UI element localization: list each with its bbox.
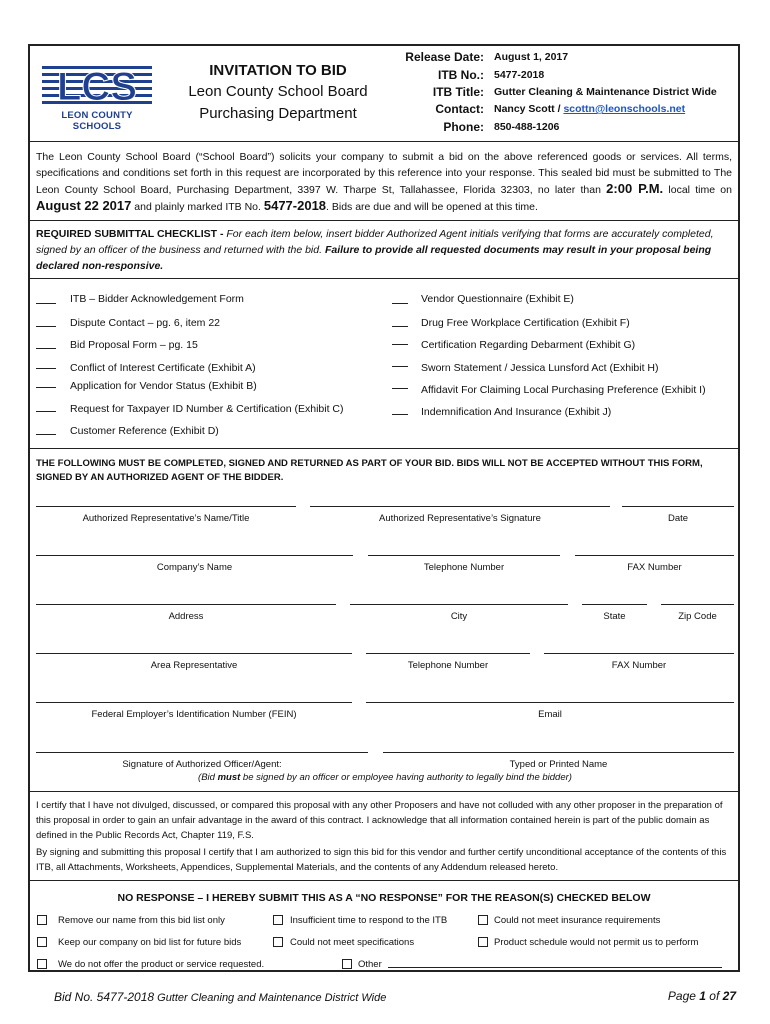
release-date-label: Release Date: [405,50,484,64]
signature-bottom-divider [30,791,738,792]
checklist-item: Certification Regarding Debarment (Exhibit G) [421,339,636,351]
intro-local-time: local time on [663,184,732,196]
phone-label: Phone: [443,120,484,134]
address-line[interactable] [36,604,336,605]
footer-page-number [668,989,736,1003]
page-total: 27 [722,989,736,1003]
date-line[interactable] [622,506,734,507]
intro-divider [30,220,738,221]
area-rep-label: Area Representative [150,660,238,671]
initials-line[interactable] [36,411,56,412]
footer-bid-info [54,990,386,1004]
email-line[interactable] [366,702,734,703]
page-of: of [705,989,723,1003]
completion-notice: THE FOLLOWING MUST BE COMPLETED, SIGNED AND RETURNED AS PART OF YOUR BID. BIDS WILL NOT BE ACCEPTED WITHOUT THIS FORM, SIGNED BY AN AUTHORIZED AGENT OF THE BIDDER. [36,458,703,483]
area-rep-line[interactable] [36,653,352,654]
fax2-line[interactable] [544,653,734,654]
intro-date: August 22 2017 [36,198,132,213]
footer-bid-title: Gutter Cleaning and Maintenance District Wide [154,992,387,1004]
address-label: Address [168,611,204,622]
certification-divider [30,880,738,881]
checklist-item: Customer Reference (Exhibit D) [70,425,219,437]
typed-name-line[interactable] [383,752,734,753]
auth-rep-signature-line[interactable] [310,506,610,507]
page-title: INVITATION TO BID [209,62,347,79]
intro-marked: and plainly marked ITB No. [131,201,264,213]
initials-line[interactable] [392,414,408,415]
intro-text: The Leon County School Board (“School Board”) solicits your company to submit a bid on the above referenced goods or services. All terms, specifications and conditions set forth in this request are incorporated by this reference into your response. This sealed bid must be submitted to The Leon County School Board, Purchasing Department, 3397 W. Tharpe St, Tallahassee, Florida 32303, no later than [36,151,732,196]
intro-time: 2:00 P.M. [606,181,664,196]
email-label: Email [538,709,562,720]
zip-label: Zip Code [678,611,717,622]
fax-label: FAX Number [627,562,682,573]
checklist-divider [30,278,738,279]
option-keep-company: Keep our company on bid list for future bids [58,937,242,948]
itb-no-label: ITB No.: [438,68,484,82]
initials-line[interactable] [36,387,56,388]
company-name-line[interactable] [36,555,353,556]
state-label: State [603,611,626,622]
intro-itb: 5477-2018 [263,198,327,213]
officer-signature-line[interactable] [36,752,368,753]
contact-name: Nancy Scott / [494,103,564,115]
contact-label: Contact: [435,102,484,116]
fein-label: Federal Employer’s Identification Number (FEIN) [91,709,297,720]
initials-line[interactable] [392,388,408,389]
initials-line[interactable] [392,344,408,345]
no-response-heading: NO RESPONSE – I HEREBY SUBMIT THIS AS A “NO RESPONSE” FOR THE REASON(S) CHECKED BELOW [117,892,651,904]
checklist-item: Affidavit For Claiming Local Purchasing Preference (Exhibit I) [421,384,706,396]
option-insufficient-time: Insufficient time to respond to the ITB [290,915,448,926]
checklist-item: ITB – Bidder Acknowledgement Form [70,293,244,305]
fax-line[interactable] [575,555,734,556]
checklist-intro [36,226,734,274]
initials-line[interactable] [392,326,408,327]
checkbox-product-schedule[interactable] [478,937,488,947]
contact-value [494,103,685,115]
checklist-warning: Failure to provide all requested documents may result in your proposal being declared non-responsive. [36,244,712,272]
itb-title-value: Gutter Cleaning & Maintenance District Wide [494,86,717,98]
telephone2-line[interactable] [366,653,530,654]
fax2-label: FAX Number [611,660,667,671]
option-product-schedule: Product schedule would not permit us to perform [494,937,699,948]
certification-para1: I certify that I have not divulged, discussed, or compared this proposal with any other Proposers and have not colluded with any other proposer in the preparation of this proposal in order to gain an unfair advantage in the award of this contract. I acknowledge that all information contained herein is part of the public domain as defined in the Public Records Act, Chapter 119, F.S. [36,800,723,841]
checklist-item: Request for Taxpayer ID Number & Certification (Exhibit C) [70,403,344,415]
checkbox-other[interactable] [342,959,352,969]
lcs-logo-graphic [42,62,152,104]
checklist-item: Indemnification And Insurance (Exhibit J) [421,406,612,418]
checklist-heading: REQUIRED SUBMITTAL CHECKLIST - [36,228,227,240]
company-name-label: Company’s Name [156,562,233,573]
officer-signature-label: Signature of Authorized Officer/Agent: [122,759,282,770]
option-insurance: Could not meet insurance requirements [494,915,661,926]
initials-line[interactable] [36,348,56,349]
checklist-instructions: For each item below, insert bidder Authorized Agent initials verifying that forms are accurately completed, signed by an officer of the business and returned with the bid. [36,228,714,256]
city-line[interactable] [350,604,568,605]
auth-rep-name-label: Authorized Representative’s Name/Title [82,513,250,524]
city-label: City [450,611,468,622]
telephone-line[interactable] [368,555,560,556]
page-pre: Page [667,989,700,1003]
typed-name-label: Typed or Printed Name [509,759,608,770]
checklist-item: Vendor Questionnaire (Exhibit E) [421,293,574,305]
telephone-label: Telephone Number [423,562,505,573]
initials-line[interactable] [392,303,408,304]
checklist-item: Dispute Contact – pg. 6, item 22 [70,317,220,329]
initials-line[interactable] [36,434,56,435]
checkbox-no-product[interactable] [37,959,47,969]
note-post: be signed by an officer or employee having authority to legally bind the bidder) [240,772,572,783]
state-line[interactable] [582,604,647,605]
checkbox-insufficient-time[interactable] [273,915,283,925]
page-num: 1 [699,989,706,1003]
checklist-item: Bid Proposal Form – pg. 15 [70,339,198,351]
checklist-item: Application for Vendor Status (Exhibit B) [70,380,257,392]
auth-rep-name-line[interactable] [36,506,296,507]
checkbox-keep-company[interactable] [37,937,47,947]
checkbox-remove-name[interactable] [37,915,47,925]
checkbox-specifications[interactable] [273,937,283,947]
initials-line[interactable] [36,368,56,369]
checklist-item: Sworn Statement / Jessica Lunsford Act (Exhibit H) [421,362,659,374]
department-name: Purchasing Department [199,105,357,122]
footer-bid-no: Bid No. 5477-2018 [54,990,155,1004]
release-date-value: August 1, 2017 [494,51,569,63]
signature-authority-note [36,772,734,783]
intro-tail: . Bids are due and will be opened at this time. [326,201,538,213]
zip-line[interactable] [661,604,734,605]
note-must: must [217,772,241,783]
option-other: Other [358,959,382,970]
certification-para2: By signing and submitting this proposal I certify that I am authorized to sign this bid for this vendor and further certify unconditional acceptance of the contents of this ITB, all Attachments, Worksheets, Appendices, Supplemental Materials, and the contents of any Addendum released hereto. [36,847,727,873]
initials-line[interactable] [392,366,408,367]
board-name: Leon County School Board [188,83,368,100]
initials-line[interactable] [36,303,56,304]
leon-county-schools-logo [42,62,152,132]
option-remove-name: Remove our name from this bid list only [58,915,225,926]
itb-no-value: 5477-2018 [494,69,545,81]
checklist-bottom-divider [30,448,738,449]
date-label: Date [667,513,689,524]
other-reason-line[interactable] [388,967,722,968]
logo-text: LEON COUNTY SCHOOLS [61,110,133,132]
itb-title-label: ITB Title: [432,85,484,99]
contact-email-link[interactable]: scottn@leonschools.net [563,103,686,115]
auth-rep-signature-label: Authorized Representative’s Signature [379,513,541,524]
fein-line[interactable] [36,702,352,703]
note-pre: (Bid [198,772,218,783]
checklist-item: Conflict of Interest Certificate (Exhibit A) [70,362,256,374]
intro-paragraph [36,149,732,215]
initials-line[interactable] [36,326,56,327]
option-specifications: Could not meet specifications [290,937,415,948]
phone-value: 850-488-1206 [494,121,560,133]
option-no-product: We do not offer the product or service requested. [58,959,265,970]
checkbox-insurance[interactable] [478,915,488,925]
header-divider [30,141,738,142]
checklist-item: Drug Free Workplace Certification (Exhibit F) [421,317,630,329]
telephone2-label: Telephone Number [407,660,489,671]
logo-letters: LCS [57,65,137,104]
